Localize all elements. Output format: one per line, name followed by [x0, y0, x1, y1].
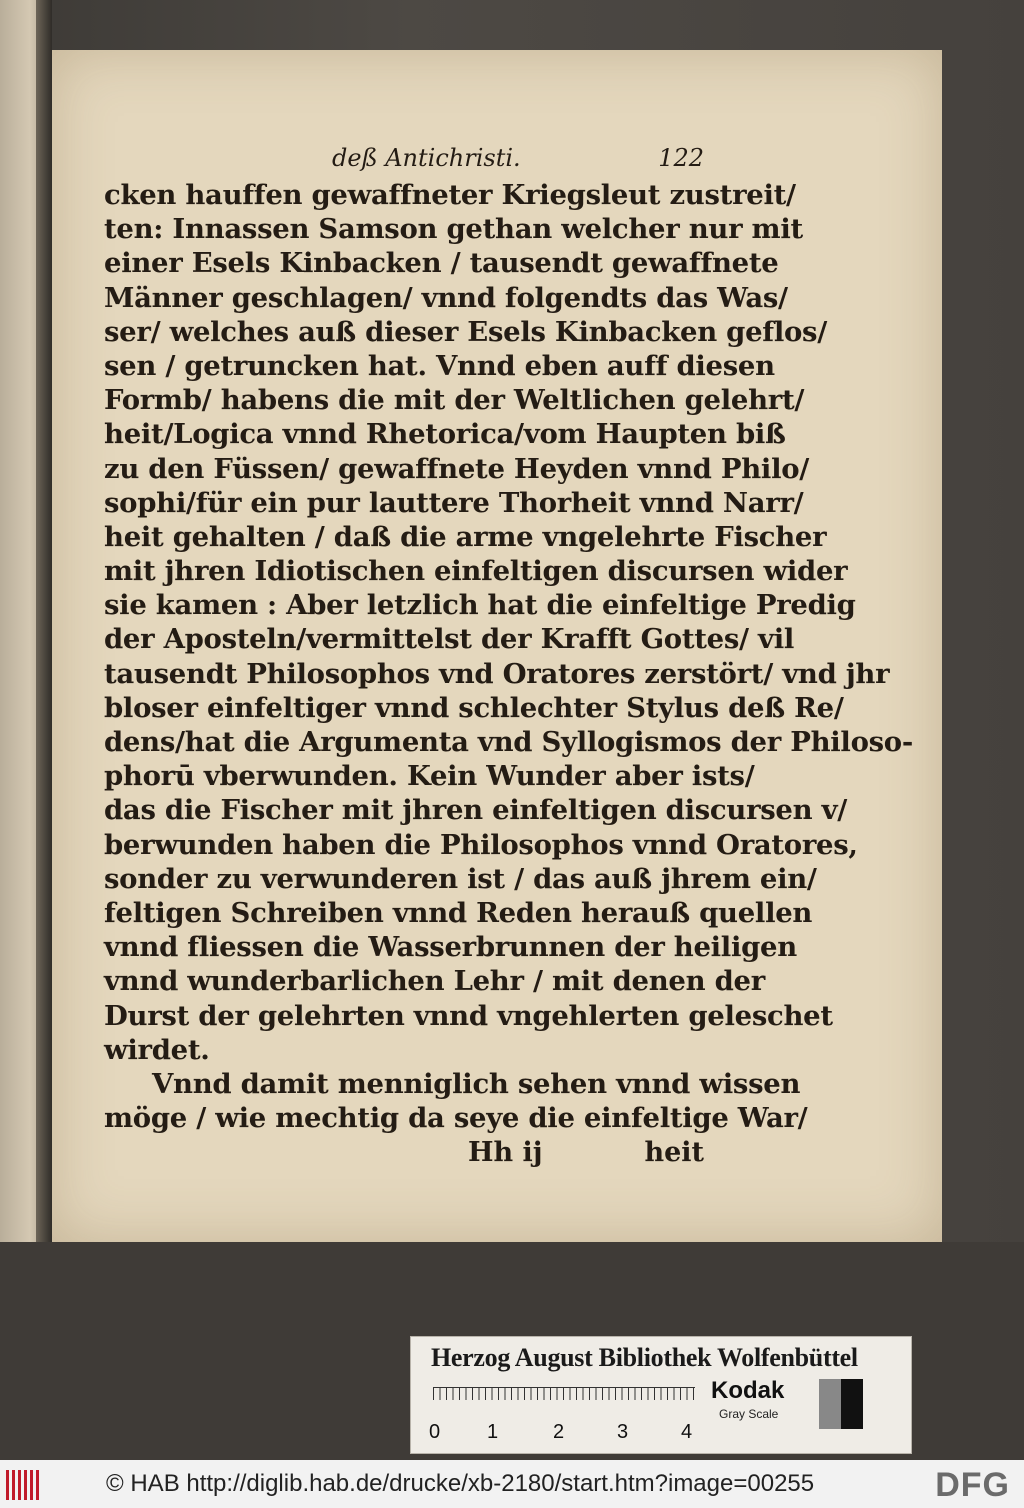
text-line: wirdet. — [104, 1033, 210, 1066]
signature-mark: Hh ij — [468, 1137, 543, 1169]
kodak-logo: Kodak — [711, 1377, 785, 1404]
text-line: einer Esels Kinbacken / tausendt gewaffnete — [104, 247, 779, 280]
text-line: cken hauffen gewaffneter Kriegsleut zustreit/ — [104, 179, 796, 211]
ruler-number: 3 — [617, 1421, 629, 1443]
body-text — [104, 178, 913, 1135]
book-spine — [36, 0, 52, 1450]
text-line: der Aposteln/vermittelst der Krafft Gottes/ vil — [104, 623, 795, 656]
text-line: heit gehalten / daß die arme vngelehrte Fischer — [104, 520, 827, 553]
page-number: 122 — [658, 144, 704, 172]
dfg-logo: DFG — [935, 1466, 1010, 1504]
ruler-number: 4 — [681, 1421, 693, 1443]
text-line: sen / getruncken hat. Vnnd eben auff diesen — [104, 349, 775, 382]
page-text-block — [104, 138, 913, 1202]
library-name: Herzog August Bibliothek Wolfenbüttel — [431, 1343, 858, 1372]
text-line: möge / wie mechtig da seye die einfeltige War/ — [104, 1102, 808, 1135]
text-line: sonder zu verwunderen ist / das auß jhrem ein/ — [104, 862, 817, 895]
text-line: ten: Innassen Samson gethan welcher nur mit — [104, 213, 803, 246]
text-line: phorū vberwunden. Kein Wunder aber ists/ — [104, 760, 755, 793]
text-line: Vnnd damit menniglich sehen vnnd wissen — [152, 1067, 801, 1100]
gray-scale-label: Gray Scale — [719, 1407, 779, 1421]
hab-logo-icon — [6, 1470, 40, 1500]
text-line: das die Fischer mit jhren einfeltigen discursen v/ — [104, 794, 848, 827]
text-line: sie kamen : Aber letzlich hat die einfeltige Predig — [104, 589, 856, 622]
color-reference-card — [410, 1336, 912, 1454]
text-line: ser/ welches auß dieser Esels Kinbacken geflos/ — [104, 315, 827, 348]
text-line: tausendt Philosophos vnd Oratores zerstört/ vnd jhr — [104, 657, 890, 690]
text-line: bloser einfeltiger vnnd schlechter Stylus deß Re/ — [104, 691, 844, 724]
ruler-number: 2 — [553, 1421, 565, 1443]
page-footer-line — [104, 1137, 712, 1171]
running-title: deß Antichristi. — [332, 144, 521, 172]
catchword: heit — [644, 1137, 704, 1169]
text-line: zu den Füssen/ gewaffnete Heyden vnnd Philo/ — [104, 452, 809, 485]
measurement-ruler — [433, 1387, 695, 1418]
text-line: dens/hat die Argumenta vnd Syllogismos der Philoso- — [104, 726, 913, 758]
ruler-labels — [429, 1421, 709, 1447]
text-line: berwunden haben die Philosophos vnnd Oratores, — [104, 828, 858, 861]
footer-credit-link[interactable]: © HAB http://diglib.hab.de/drucke/xb-2180/start.htm?image=00255 — [106, 1470, 815, 1497]
text-line: vnnd fliessen die Wasserbrunnen der heiligen — [104, 931, 797, 964]
text-line: Durst der gelehrten vnnd vngehlerten geleschet — [104, 999, 833, 1032]
text-line: feltigen Schreiben vnnd Reden herauß quellen — [104, 896, 813, 929]
ruler-number: 1 — [487, 1421, 499, 1443]
running-head — [104, 138, 712, 178]
text-line: mit jhren Idiotischen einfeltigen discursen wider — [104, 555, 848, 588]
footer-bar — [0, 1460, 1024, 1508]
text-line: sophi/für ein pur lauttere Thorheit vnnd Narr/ — [104, 486, 804, 519]
gray-patch-medium — [819, 1379, 841, 1429]
text-line: Formb/ habens die mit der Weltlichen gelehrt/ — [104, 384, 805, 417]
text-line: Männer geschlagen/ vnnd folgendts das Was/ — [104, 281, 788, 314]
text-line: vnnd wunderbarlichen Lehr / mit denen der — [104, 965, 765, 998]
ruler-number: 0 — [429, 1421, 441, 1443]
text-line: heit/Logica vnnd Rhetorica/vom Haupten biß — [104, 418, 786, 451]
gray-patch-dark — [841, 1379, 863, 1429]
book-page — [52, 50, 942, 1242]
